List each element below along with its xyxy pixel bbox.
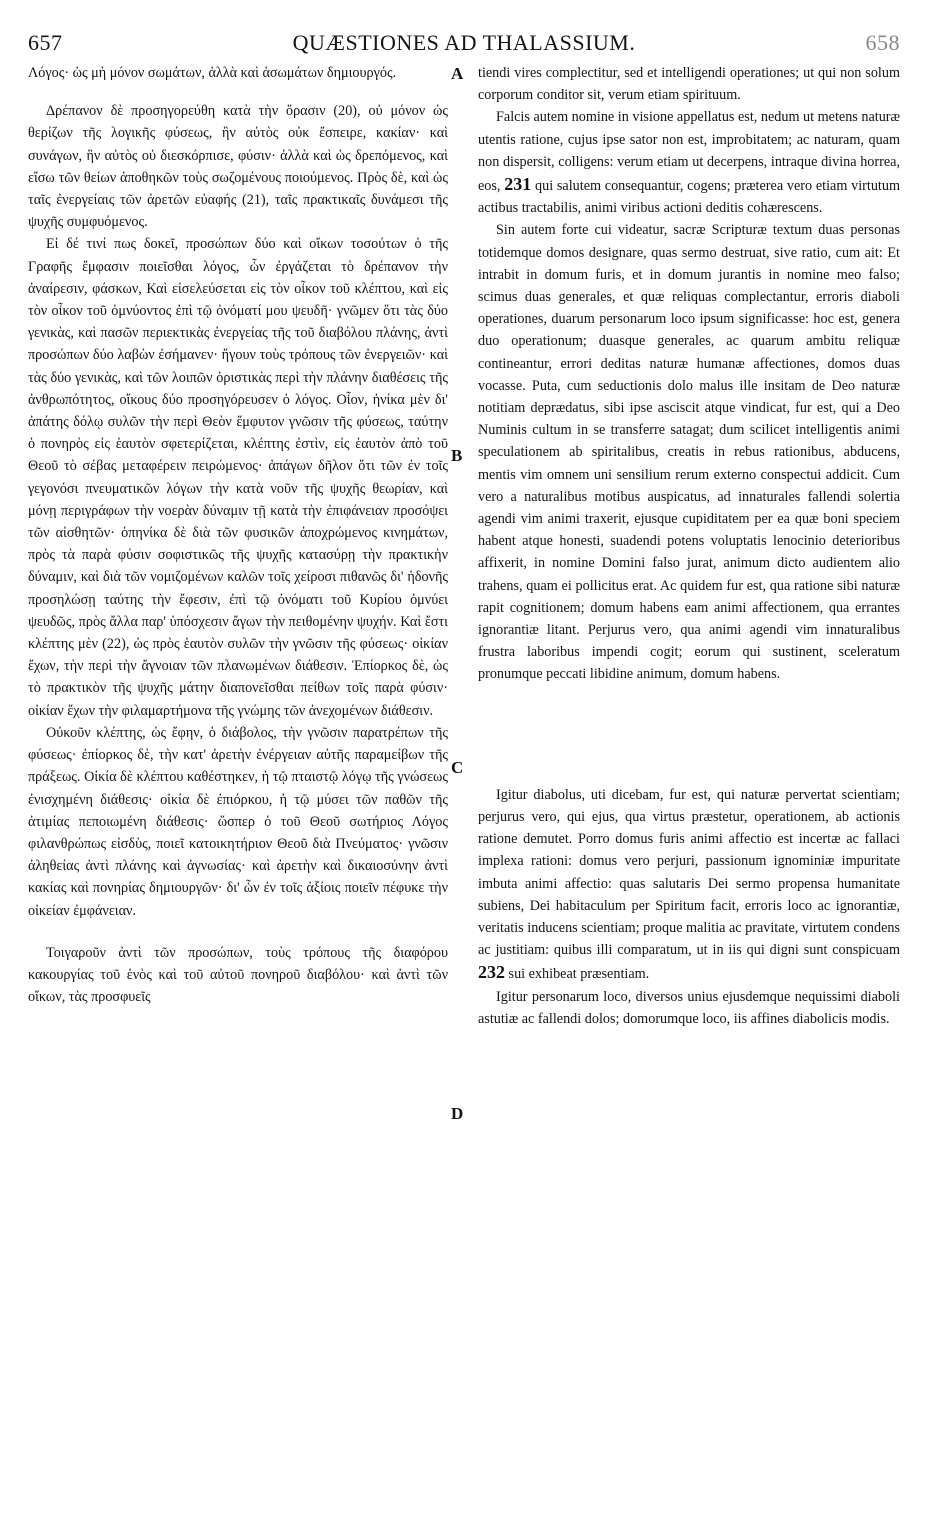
- margin-marker-d: D: [451, 1104, 464, 1123]
- greek-paragraph: Οὐκοῦν κλέπτης, ὡς ἔφην, ὁ διάβολος, τὴν γνῶσιν παρατρέπων τῆς φύσεως· ἐπίορκος δὲ, τὴν κατ' ἀρετὴν ἐνέργειαν αὐτῆς παραμείβων τῆς πράξεως. Οἰκία δὲ κλέπτου καθέστηκεν, ἡ τῷ πταιστῷ λόγῳ τῆς γνώσεως ἐνισχημένη διάθεσις· οἰκία δὲ ἐπιόρκου, ἡ τῷ μύσει τῶν παθῶν τῆς ἀτιμίας πεποιωμένη διάθεσις· ὥσπερ ὁ τοῦ Θεοῦ σωτήριος Λόγος φιλανθρώπως εἰσδὺς, ποιεῖ κατοικητήριον Θεοῦ διὰ Πνεύματος· γνῶσιν ἀληθείας ἀντὶ πλάνης καὶ ἀγνωσίας· καὶ ἀρετὴν καὶ δικαιοσύνην ἀντὶ κακίας καὶ πονηρίας δημιουργῶν· δι' ὧν ἐν τοῖς ἀξίοις ποιεῖν πέφυκε τὴν οἰκείαν ἐμφάνειαν.: [28, 724, 448, 919]
- latin-text: qui salutem consequantur, cogens; præterea vero etiam virtutum actibus tractabilis, animi viribus actioni deditis cohæresсens.: [478, 178, 900, 217]
- latin-paragraph: Igitur personarum loco, diversos unius ejusdemque nequissimi diaboli astutiæ ac fallendi dolos; domorumque loco, iis affines diabolicis modis.: [478, 988, 900, 1027]
- margin-marker-c: C: [451, 758, 464, 777]
- page-header: [28, 30, 900, 60]
- latin-paragraph: [478, 106, 900, 219]
- margin-marker-b: B: [451, 446, 463, 465]
- latin-paragraph: tiendi vires complectitur, sed et intelligendi operationes; ut qui non solum corporum conditor sit, verum etiam spirituum.: [478, 65, 900, 104]
- margin-marker-a: A: [451, 64, 464, 83]
- greek-paragraph: Δρέπανον δὲ προσηγορεύθη κατὰ τὴν ὅρασιν (20), οὐ μόνον ὡς θερίζων τῆς λογικῆς φύσεως, ἣν αὐτὸς οὐκ ἔσπειρε, κακίαν· καὶ συνάγων, ἣν αὐτὸς οὐ διεσκόρπισε, φύσιν· ἀλλὰ καὶ ὡς δρεπόμενος, καὶ εἴσω τῶν θείων ἀποθηκῶν τοὺς σωζομένους ποιούμενος. Πρὸς δὲ, καὶ ὡς ταῖς ἐνεργείαις τῶν ἀρετῶν εὐαφής (21), ταῖς πρακτικαῖς δυνάμεσι τῆς ψυχῆς συμφυόμενος.: [28, 103, 448, 231]
- latin-text: sui exhibeat præsentiam.: [508, 966, 650, 983]
- latin-text: Falcis autem nomine in visione appellatus est, nedum ut metens naturæ utentis ratione, cujus ipse sator non est, improbitatem; ac naturam, quam non dispersit, colligens: verum etiam ut decerpens, intraque divina horrea, eos,: [478, 109, 900, 195]
- page-number-left: 657: [28, 30, 63, 55]
- latin-column: [478, 62, 900, 1030]
- greek-paragraph: Τοιγαροῦν ἀντὶ τῶν προσώπων, τοὺς τρόπους τῆς διαφόρου κακουργίας τοῦ ἑνὸς καὶ τοῦ αὐτοῦ πονηροῦ διαβόλου· καὶ ἀντὶ τῶν οἴκων, τὰς προσφυεῖς: [28, 944, 448, 1006]
- latin-text: Igitur diabolus, uti dicebam, fur est, qui naturæ pervertat scientiam; perjurus vero, qui ejus, qua virtus præstetur, operationem, ab actionis ratione demutet. Porro domus furis animi affectio est incertæ ac fallaci implexa rationi: domus vero perjuri, passionum ignominiæ impuritate imbuta animi affectio: quas salutaris Dei sermo propensa humanitate subiens, Dei habitaculum per Spiritum facit, erroris loco ac ignorantiæ, veritatis inducens scientiam; proque malitia ac pravitate, virtutem condens ac justitiam: quibus illi comparatum, ut in iis qui digni sunt conspicuam: [478, 786, 900, 959]
- greek-paragraph: Λόγος· ὡς μὴ μόνον σωμάτων, ἀλλὰ καὶ ἀσωμάτων δημιουργός.: [28, 65, 397, 81]
- latin-paragraph: Sin autem forte cui videatur, sacræ Scripturæ textum duas personas totidemque domos designare, quas sermo destruat, sive ratio, cum ait: Et intrabit in domum furis, et in domum jurantis in nomine meo falso; scimus duas generales, et quæ reliquas complectantur, erroris diaboli operationes, duarum personarum loco ipsum significasse: hoc est, genera duo operationum; duasque generales, ac quarum ambitu reliquæ contineantur, errori deditas naturæ humanæ affectiones, domos duas vocasse. Puta, cum seductionis dolo malus ille insitam de Deo naturæ notitiam deprædatus, sibi ipse asciscit atque vindicat, fur est, qui a Deo Numinis cultum in se transferre satagat; dum scilicet intelligentis animi speculationem ab spiritalibus, creatis in rebus rationibus, abducens, mentis vim omnem uni sensilium rerum externo conspectui addicit. Cum vero a naturalibus motibus auspicatus, ad innaturales fallendi solertia agendi vim animi traxerit, ejusque cupiditatem per ea quæ boni speciem habent atque honesti, suadendi potens voluptatis lenocinio deterioribus affixerit, in nomine Domini falso jurat, animum dicto audientem alio trahens, quam ei pollicitus erat. Ac quidem fur est, qua ratione sibi naturæ rapit cognitionem; domum habens eam animi affectionem, qua errantes ignorantiæ litant. Perjurus vero, qua animi agendi vim innaturalibus frustra laboribus impendi cogit; eorum qui sustinent, sceleratum pronumque peccati libidine animum, domum habens.: [478, 222, 900, 683]
- page-number-right: 658: [865, 30, 900, 55]
- column-number: 232: [478, 962, 505, 983]
- latin-paragraph: [478, 784, 900, 986]
- greek-paragraph: Εἰ δέ τινί πως δοκεῖ, προσώπων δύο καὶ οἴκων τοσούτων ὁ τῆς Γραφῆς ἔμφασιν ποιεῖσθαι λόγος, ὧν ἐργάζεται τὸ δρέπανον τὴν ἀναίρεσιν, φάσκων, Καὶ εἰσελεύσεται εἰς τὸν οἶκον τοῦ κλέπτου, καὶ εἰς τὸν οἶκον τοῦ ὀμνύοντος ἐπὶ τῷ ὀνόματί μου ψευδῆ· γνῶμεν ὅτι τὰς δύο γενικὰς, καὶ πασῶν περιεκτικὰς ἐνεργείας τῆς τοῦ διαβόλου πλάνης, ἀντὶ προσώπων δύο λαβὼν ἐσήμανεν· ἤγουν τοὺς τρόπους τῶν ἐνεργειῶν· καὶ τὰς δύο γενικὰς, καὶ τῶν λοιπῶν ὁριστικὰς περὶ τὴν πλάνην διαθέσεις τῆς ἀνθρωπότητος, οἴκους δύο προσηγόρευσεν ὁ λόγος. Οἷον, ἡνίκα μὲν δι' ἀπάτης δόλῳ συλῶν τὴν περὶ Θεὸν ἔμφυτον γνῶσιν τῆς φύσεως, ταύτην ὁ πονηρὸς εἰς ἑαυτὸν σφετερίζεται, κλέπτης ἐστὶν, εἰς ἑαυτὸν ἀπὸ τοῦ Θεοῦ τὸ σέβας μεταφέρειν πειρώμενος· ἀπάγων δῆλον ὅτι τῶν ἐν τοῖς γεγονόσι πνευματικῶν λόγων τὴν κατὰ νοῦν τῆς ψυχῆς θεωρίαν, καὶ μόνῃ περιγράφων τὴν νοερὰν δύναμιν τῇ κατὰ τὴν ἐπιφάνειαν προσόψει τῶν αἰσθητῶν· ὁπηνίκα δὲ διὰ τῶν φυσικῶν ἀποχρώμενος κινημάτων, πρὸς τὰ παρὰ φύσιν σοφιστικῶς τῆς ψυχῆς κατασύρῃ τὴν πρακτικὴν δύναμιν, καὶ διὰ τῶν νομιζομένων καλῶν τοῖς χείροσι πιθανῶς δι' ἡδονῆς προσηλώσῃ ταύτης τὴν ἔφεσιν, ἐπὶ τῷ ὀνόματι τοῦ Κυρίου ὀμνύει ψευδῶς, πρὸς ἄλλα παρ' ὑπόσχεσιν ἄγων τὴν πειθομένην ψυχήν. Καὶ ἔστι κλέπτης μὲν (22), ὡς πρὸς ἑαυτὸν συλῶν τὴν γνῶσιν τῆς φύσεως· οἰκίαν ἔχων, τὴν περὶ τὴν ἄγνοιαν τῶν πλανωμένων διάθεσιν. Ἐπίορκος δὲ, ὡς τὸ πρακτικὸν τῆς ψυχῆς μάτην διαπονεῖσθαι πείθων τοῖς παρὰ φύσιν· οἰκίαν ἔχων τὴν φιλαμαρτήμονα τῆς γνώμης τῶν ἀνεχομένων διάθεσιν.: [28, 236, 448, 719]
- greek-column: [28, 62, 448, 1008]
- running-title: QUÆSTIONES AD THALASSIUM.: [292, 30, 636, 55]
- column-number: 231: [504, 174, 532, 195]
